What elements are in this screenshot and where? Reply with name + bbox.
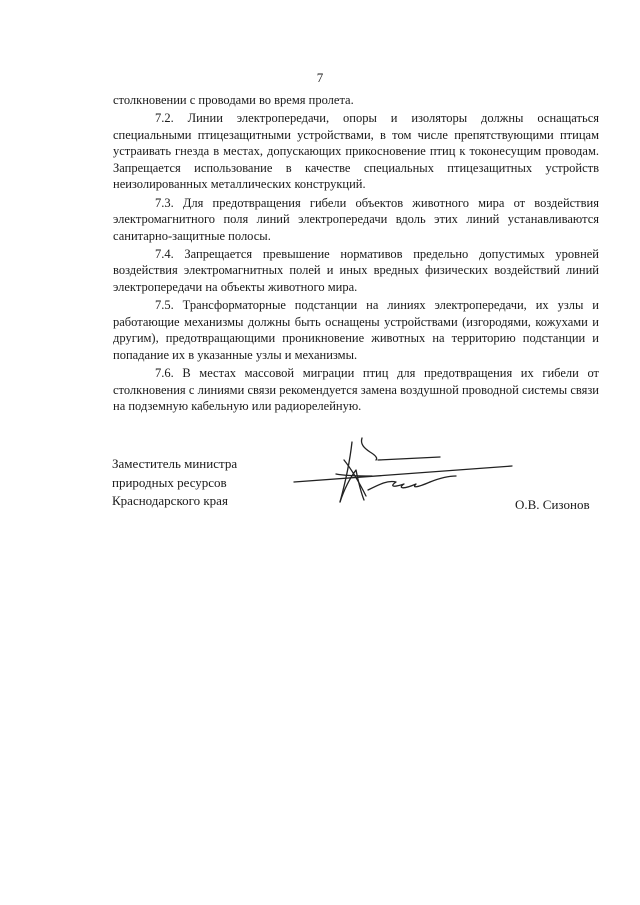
signer-name: О.В. Сизонов (515, 497, 590, 512)
document-body (113, 92, 599, 416)
paragraph-7-2: 7.2. Линии электропередачи, опоры и изоляторы должны оснащаться специальными птицезащитными устройствами, в том числе препятствующими птицам устраивать гнезда в местах, допускающих прикосновение птиц к токонесущим проводам. Запрещается использование в качестве специальных птицезащитных устройств неизолированных металлических конструкций. (113, 111, 599, 192)
paragraph-7-5: 7.5. Трансформаторные подстанции на линиях электропередачи, их узлы и работающие механизмы должны быть оснащены устройствами (изгородями, кожухами и другим), предотвращающими проникновение животных на территорию подстанции и попадание их в указанные узлы и механизмы. (113, 298, 599, 362)
page-number: 7 (316, 70, 324, 85)
paragraph-continuation: столкновении с проводами во время пролета. (113, 93, 354, 107)
signer-position-line: Краснодарского края (112, 493, 228, 508)
paragraph-7-3: 7.3. Для предотвращения гибели объектов животного мира от воздействия электромагнитного поля линий электропередачи вдоль этих линий устанавливаются санитарно-защитные полосы. (113, 195, 599, 243)
signer-position-line: природных ресурсов (112, 474, 227, 490)
handwritten-signature (280, 430, 520, 510)
signer-position (112, 455, 237, 511)
paragraph-7-6: 7.6. В местах массовой миграции птиц для предотвращения их гибели от столкновения с линиями связи рекомендуется замена воздушной проводной системы связи на подземную кабельную или радиорелейную. (113, 366, 599, 414)
paragraph-7-4: 7.4. Запрещается превышение нормативов предельно допустимых уровней воздействия электромагнитных полей и иных вредных физических воздействий линий электропередачи на объекты животного мира. (113, 246, 599, 295)
signer-position-line: Заместитель министра (112, 456, 238, 471)
